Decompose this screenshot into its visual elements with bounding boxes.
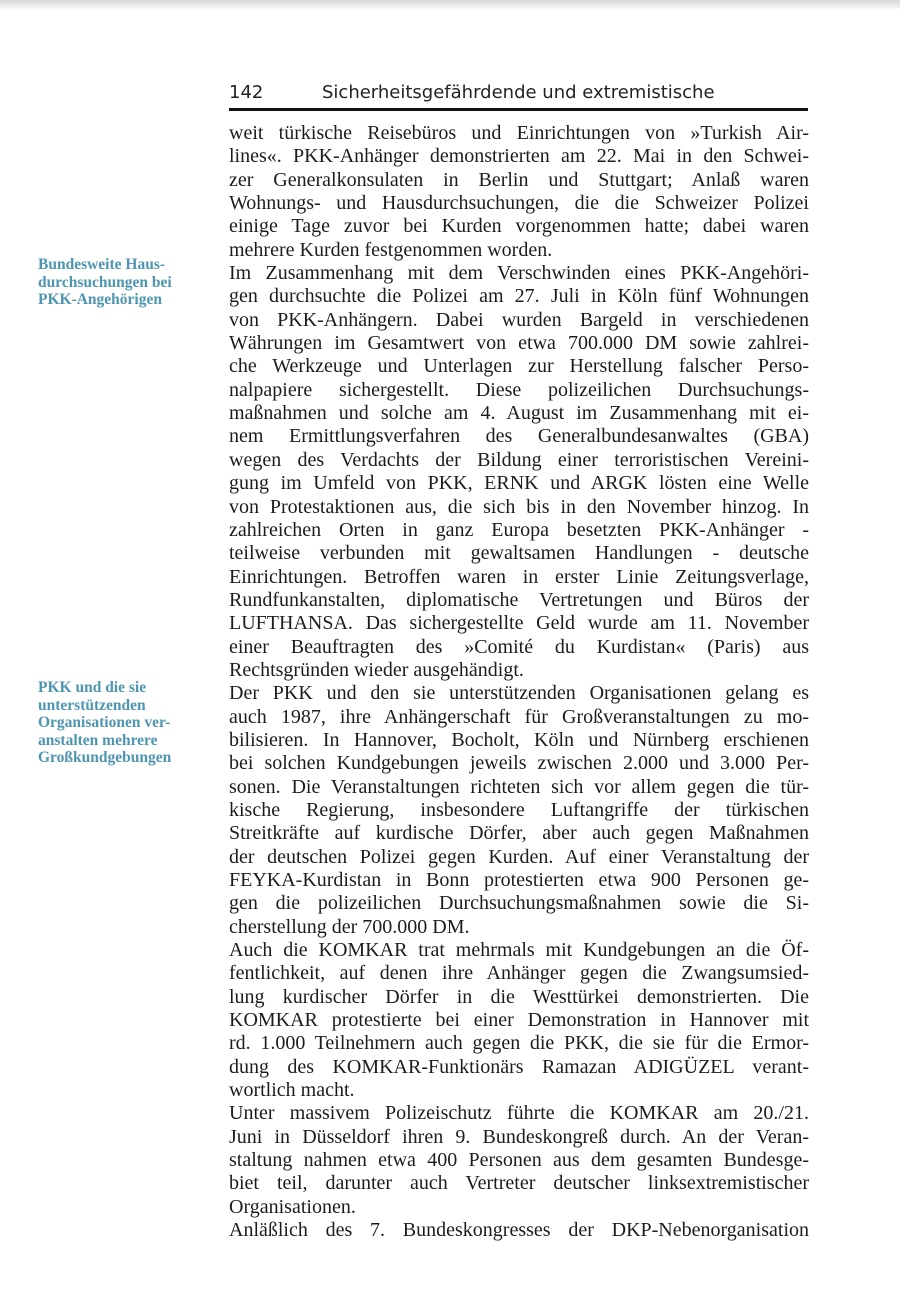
text-line: lung kurdischer Dörfer in die Westtürkei demonstrierten. Die [229, 985, 809, 1008]
margin-note-line: PKK-Angehörigen [38, 291, 162, 308]
text-line: lines«. PKK-Anhänger demonstrierten am 22. Mai in den Schwei- [229, 145, 809, 168]
text-line: von PKK-Anhängern. Dabei wurden Bargeld in verschiedenen [229, 308, 809, 331]
text-line: teilweise verbunden mit gewaltsamen Handlungen - deutsche [229, 542, 809, 565]
text-line: gen durchsuchte die Polizei am 27. Juli in Köln fünf Wohnungen [229, 285, 809, 308]
text-line: nalpapiere sichergestellt. Diese polizeilichen Durchsuchungs- [229, 378, 809, 401]
text-line: Anläßlich des 7. Bundeskongresses der DKP-Nebenorganisation [229, 1219, 809, 1242]
page-number: 142 [229, 82, 264, 103]
text-line: von Protestaktionen aus, die sich bis in den November hinzog. In [229, 495, 809, 518]
text-line: che Werkzeuge und Unterlagen zur Herstellung falscher Perso- [229, 355, 809, 378]
text-line: wortlich macht. [229, 1079, 355, 1102]
margin-note-line: PKK und die sie [38, 679, 147, 696]
text-line: weit türkische Reisebüros und Einrichtungen von »Turkish Air- [229, 122, 809, 144]
text-line: sonen. Die Veranstaltungen richteten sich vor allem gegen die tür- [229, 775, 809, 798]
text-line: cherstellung der 700.000 DM. [229, 915, 470, 938]
page-header [229, 80, 808, 111]
text-line: wegen des Verdachts der Bildung einer terroristischen Vereini- [229, 448, 809, 471]
text-line: bilisieren. In Hannover, Bocholt, Köln und Nürnberg erschienen [229, 728, 809, 751]
running-title: Sicherheitsgefährdende und extremistische [322, 82, 715, 103]
text-line: zahlreichen Orten in ganz Europa besetzten PKK-Anhänger - [229, 518, 809, 541]
margin-note-line: Organisationen ver- [38, 714, 171, 731]
text-line: Streitkräfte auf kurdische Dörfer, aber auch gegen Maßnahmen [229, 822, 809, 845]
text-line: einer Beauftragten des »Comité du Kurdistan« (Paris) aus [229, 635, 809, 658]
margin-note-line: Bundesweite Haus- [38, 256, 166, 273]
text-line: LUFTHANSA. Das sichergestellte Geld wurde am 11. November [229, 612, 809, 635]
text-line: Der PKK und den sie unterstützenden Organisationen gelang es [229, 682, 809, 705]
paragraph-rallies [229, 682, 809, 939]
paragraph-komkar-congress [229, 1102, 809, 1219]
text-line: einige Tage zuvor bei Kurden vorgenommen hatte; dabei waren [229, 215, 809, 238]
text-line: rd. 1.000 Teilnehmern auch gegen die PKK, die sie für die Ermor- [229, 1032, 809, 1055]
scan-edge [0, 0, 900, 10]
text-line: zer Generalkonsulaten in Berlin und Stuttgart; Anlaß waren [229, 168, 809, 191]
text-line: Organisationen. [229, 1195, 356, 1218]
text-line: mehrere Kurden festgenommen worden. [229, 238, 553, 261]
body-text [229, 122, 809, 1243]
margin-note-rallies [38, 679, 198, 767]
text-line: Rechtsgründen wieder ausgehändigt. [229, 658, 524, 681]
text-line: KOMKAR protestierte bei einer Demonstration in Hannover mit [229, 1009, 809, 1032]
text-line: maßnahmen und solche am 4. August im Zusammenhang mit ei- [229, 402, 809, 425]
paragraph-turkish-institutions [229, 122, 809, 262]
text-line: staltung nahmen etwa 400 Personen aus dem gesamten Bundesge- [229, 1149, 809, 1172]
paragraph-dkp-congress [229, 1219, 809, 1242]
text-line: FEYKA-Kurdistan in Bonn protestierten etwa 900 Personen ge- [229, 869, 809, 891]
text-line: Unter massivem Polizeischutz führte die KOMKAR am 20./21. [229, 1102, 809, 1125]
text-line: Auch die KOMKAR trat mehrmals mit Kundgebungen an die Öf- [229, 939, 809, 962]
text-line: nem Ermittlungsverfahren des Generalbundesanwaltes (GBA) [229, 425, 809, 448]
text-line: der deutschen Polizei gegen Kurden. Auf einer Veranstaltung der [229, 845, 809, 868]
text-line: Rundfunkanstalten, diplomatische Vertretungen und Büros der [229, 588, 809, 611]
text-line: gen die polizeilichen Durchsuchungsmaßnahmen sowie die Si- [229, 892, 809, 915]
margin-note-house-searches [38, 256, 198, 309]
text-line: fentlichkeit, auf denen ihre Anhänger gegen die Zwangsumsied- [229, 962, 809, 985]
text-line: Juni in Düsseldorf ihren 9. Bundeskongreß durch. An der Veran- [229, 1125, 809, 1148]
margin-note-line: Großkundgebungen [38, 749, 172, 766]
margin-note-line: anstalten mehrere [38, 731, 158, 749]
text-line: auch 1987, ihre Anhängerschaft für Großveranstaltungen zu mo- [229, 705, 809, 728]
text-line: Währungen im Gesamtwert von etwa 700.000 DM sowie zahlrei- [229, 332, 809, 355]
paragraph-komkar-rallies [229, 939, 809, 1102]
text-line: kische Regierung, insbesondere Luftangriffe der türkischen [229, 798, 809, 821]
paragraph-house-searches [229, 262, 809, 682]
margin-note-line: durchsuchungen bei [38, 273, 172, 291]
text-line: Einrichtungen. Betroffen waren in erster Linie Zeitungsverlage, [229, 565, 809, 588]
text-line: dung des KOMKAR-Funktionärs Ramazan ADIGÜZEL verant- [229, 1055, 809, 1078]
text-line: biet teil, darunter auch Vertreter deutscher linksextremistischer [229, 1172, 809, 1195]
margin-note-line: unterstützenden [38, 696, 146, 714]
text-line: bei solchen Kundgebungen jeweils zwischen 2.000 und 3.000 Per- [229, 752, 809, 775]
text-line: Im Zusammenhang mit dem Verschwinden eines PKK-Angehöri- [229, 262, 809, 285]
text-line: Wohnungs- und Hausdurchsuchungen, die die Schweizer Polizei [229, 192, 809, 215]
text-line: gung im Umfeld von PKK, ERNK und ARGK lösten eine Welle [229, 472, 809, 495]
